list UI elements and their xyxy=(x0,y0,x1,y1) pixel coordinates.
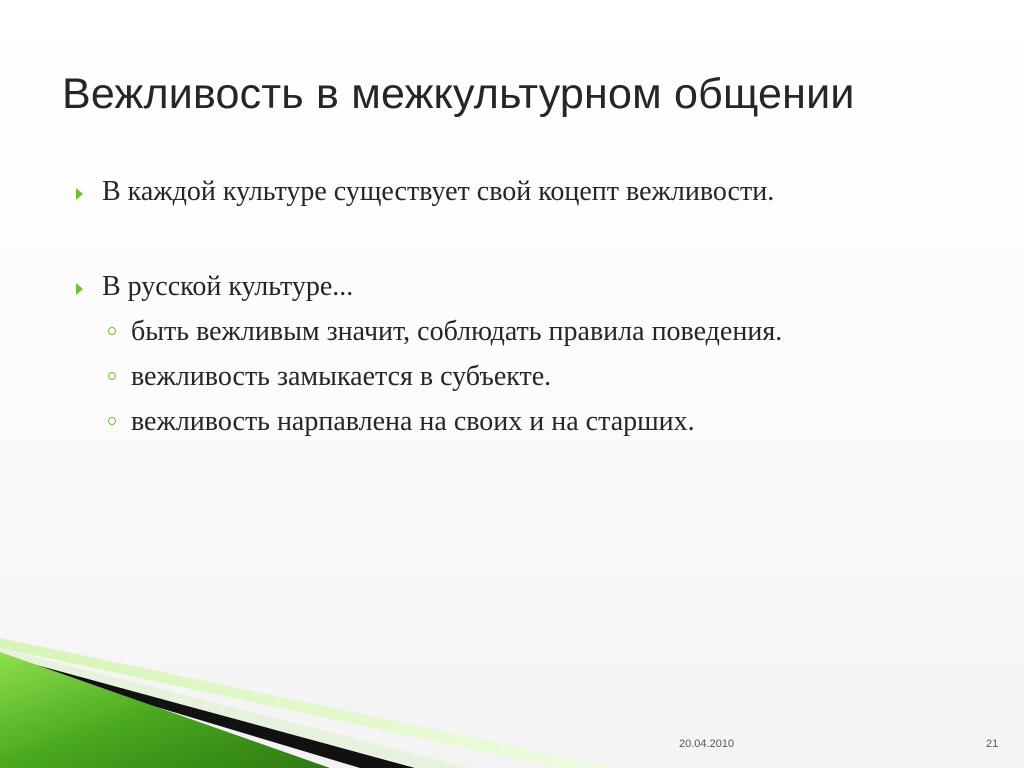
page-number: 21 xyxy=(986,738,999,750)
bullet-item: В каждой культуре существует свой коцепт вежливости. xyxy=(102,176,775,207)
circle-bullet-icon xyxy=(108,417,116,425)
triangle-arrow-icon xyxy=(76,283,83,295)
slide-title: Вежливость в межкультурном общении xyxy=(62,70,855,118)
circle-bullet-icon xyxy=(108,327,116,335)
sub-bullet-item: быть вежливым значит, соблюдать правила поведения. xyxy=(131,316,783,347)
sub-bullet-item: вежливость нарпавлена на своих и на старших. xyxy=(131,406,695,437)
triangle-arrow-icon xyxy=(76,188,83,200)
bullet-item: В русской культуре... xyxy=(102,271,354,302)
footer-date: 20.04.2010 xyxy=(679,738,735,750)
sub-bullet-item: вежливость замыкается в субъекте. xyxy=(131,361,552,392)
circle-bullet-icon xyxy=(108,372,116,380)
green-stripe xyxy=(0,652,330,768)
